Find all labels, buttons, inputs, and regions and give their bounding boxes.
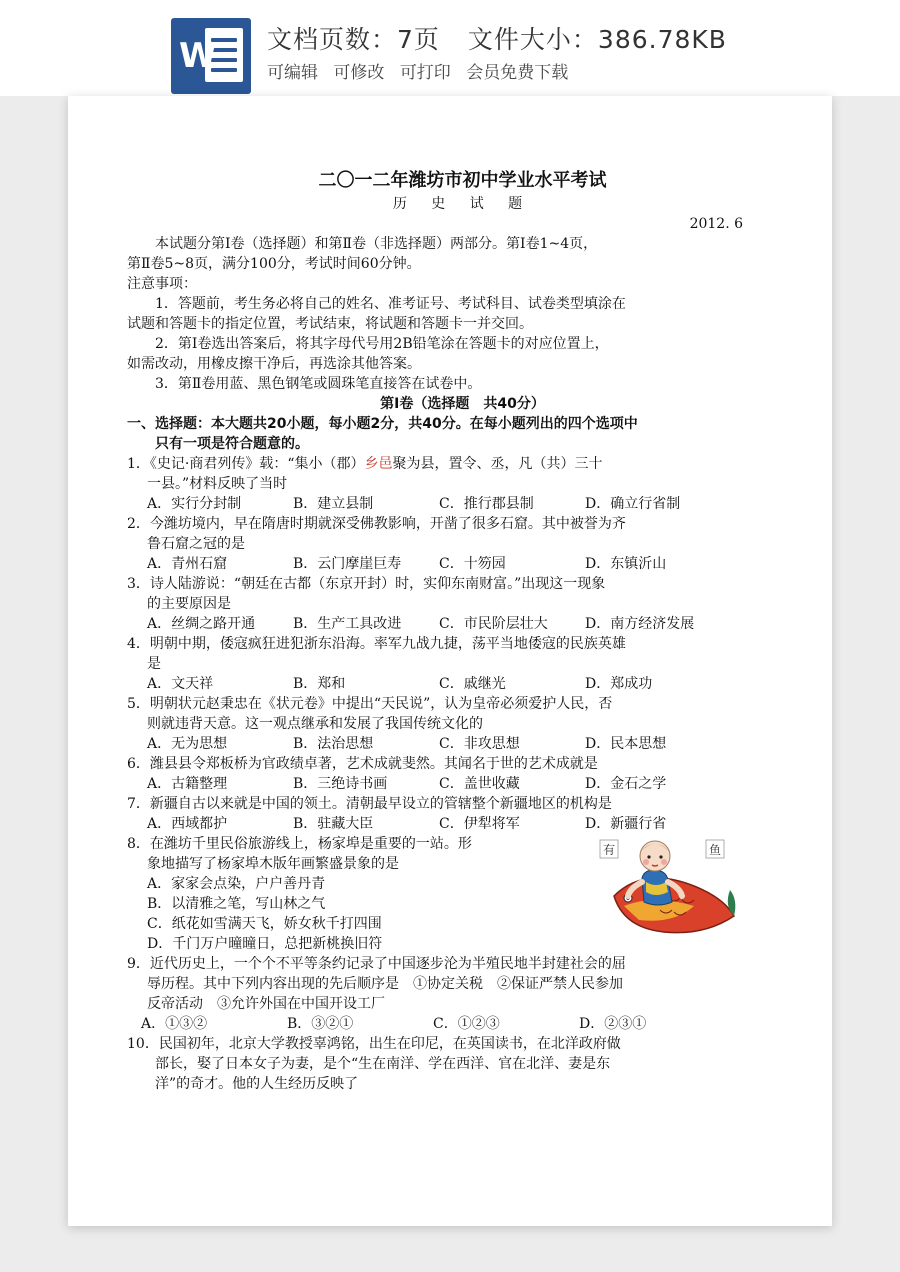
question-9-options: [127, 1014, 743, 1034]
question-2-options: [127, 554, 743, 574]
option-d: D．民本思想: [585, 736, 667, 752]
question-1-options: [127, 494, 743, 514]
exam-date: 2012. 6: [689, 216, 743, 232]
page-title: 二〇一二年潍坊市初中学业水平考试: [318, 170, 607, 191]
file-size: 文件大小：386.78KB: [467, 25, 727, 54]
option-c: C．①②③: [433, 1016, 500, 1032]
option-d: D．金石之学: [585, 776, 667, 792]
feature-printable: 可打印: [399, 63, 451, 83]
child-with-fish-illustration: [584, 836, 740, 948]
option-a: A．①③②: [141, 1016, 208, 1032]
notice-title: 注意事项：: [127, 276, 197, 292]
notice-1-line-2: 试题和答题卡的指定位置，考试结束，将试题和答题卡一并交回。: [127, 316, 533, 332]
notice-2-line-1: 2．第Ⅰ卷选出答案后，将其字母代号用2B铅笔涂在答题卡的对应位置上，: [155, 336, 609, 352]
option-d: D．南方经济发展: [585, 616, 695, 632]
option-a: A．文天祥: [147, 676, 214, 692]
question-3-options: [127, 614, 743, 634]
intro-line-2: 第Ⅱ卷5~8页，满分100分，考试时间60分钟。: [127, 256, 421, 272]
option-b: B．郑和: [293, 676, 346, 692]
option-b: B．③②①: [287, 1016, 354, 1032]
option-b: B．驻藏大臣: [293, 816, 374, 832]
option-c: C．十笏园: [439, 556, 506, 572]
option-b: B．生产工具改进: [293, 616, 402, 632]
question-5-line-1: 5．明朝状元赵秉忠在《状元卷》中提出“天民说”，认为皇帝必须爱护人民，否: [127, 696, 613, 712]
option-c: C．戚继光: [439, 676, 506, 692]
option-b: B．建立县制: [293, 496, 374, 512]
option-a: A．无为思想: [147, 736, 228, 752]
option-b: B．云门摩崖巨寿: [293, 556, 402, 572]
option-c: C．推行郡县制: [439, 496, 534, 512]
feature-editable: 可编辑: [267, 63, 318, 83]
question-4-line-1: 4．明朝中期，倭寇疯狂进犯浙东沿海。率军九战九捷，荡平当地倭寇的民族英雄: [127, 636, 626, 652]
option-a: A．古籍整理: [147, 776, 228, 792]
option-d: D．确立行省制: [585, 496, 681, 512]
option-d: D．东镇沂山: [585, 556, 667, 572]
page-count: 文档页数：7页: [267, 25, 440, 54]
question-8-line-2: 象地描写了杨家埠木版年画繁盛景象的是: [147, 856, 399, 872]
question-6-options: [127, 774, 743, 794]
option-d: D．②③①: [579, 1016, 647, 1032]
question-4-line-2: 是: [147, 656, 161, 672]
question-4-options: [127, 674, 743, 694]
option-a: A．实行分封制: [147, 496, 242, 512]
section-title: 第Ⅰ卷（选择题 共40分）: [380, 396, 545, 412]
painting-label-right: 鱼: [708, 843, 722, 857]
question-6-line-1: 6．潍县县令郑板桥为官政绩卓著，艺术成就斐然。其闻名于世的艺术成就是: [127, 756, 598, 772]
question-8-option-a: A．家家会点染，户户善丹青: [147, 876, 326, 892]
option-a: A．西域都护: [147, 816, 228, 832]
new-year-painting-image: [584, 836, 740, 948]
file-info: [267, 20, 727, 56]
question-7-line-1: 7．新疆自古以来就是中国的领土。清朝最早设立的管辖整个新疆地区的机构是: [127, 796, 612, 812]
feature-modifiable: 可修改: [333, 63, 385, 83]
question-2-line-1: 2．今潍坊境内，早在隋唐时期就深受佛教影响，开凿了很多石窟。其中被誉为齐: [127, 516, 626, 532]
notice-1-line-1: 1．答题前，考生务必将自己的姓名、准考证号、考试科目、试卷类型填涂在: [155, 296, 626, 312]
question-5-line-2: 则就违背天意。这一观点继承和发展了我国传统文化的: [147, 716, 483, 732]
question-8-option-b: B．以清雅之笔，写山林之气: [147, 896, 326, 912]
painting-label-left: 有: [602, 843, 616, 857]
option-b: B．三绝诗书画: [293, 776, 388, 792]
question-9-line-3: 反帝活动 ③允许外国在中国开设工厂: [147, 996, 385, 1012]
question-2-line-2: 鲁石窟之冠的是: [147, 536, 245, 552]
option-c: C．非攻思想: [439, 736, 520, 752]
option-a: A．青州石窟: [147, 556, 228, 572]
question-3-line-1: 3．诗人陆游说：“朝廷在古都（东京开封）时，实仰东南财富。”出现这一现象: [127, 576, 606, 592]
part-title-line-2: 只有一项是符合题意的。: [155, 436, 309, 452]
question-8-option-d: D．千门万户曈曈日，总把新桃换旧符: [147, 936, 383, 952]
document-content: [127, 168, 743, 1094]
question-5-options: [127, 734, 743, 754]
option-c: C．盖世收藏: [439, 776, 520, 792]
part-title-line-1: 一、选择题：本大题共20小题，每小题2分，共40分。在每小题列出的四个选项中: [127, 416, 638, 432]
feature-list: [267, 58, 578, 83]
question-8-line-1: 8．在潍坊千里民俗旅游线上，杨家埠是重要的一站。形: [127, 836, 472, 852]
option-c: C．市民阶层壮大: [439, 616, 548, 632]
question-9-line-2: 辱历程。其中下列内容出现的先后顺序是 ①协定关税 ②保证严禁人民参加: [147, 976, 623, 992]
question-1-line-2: 一县。”材料反映了当时: [147, 476, 288, 492]
notice-3: 3．第Ⅱ卷用蓝、黑色钢笔或圆珠笔直接答在试卷中。: [155, 376, 482, 392]
option-b: B．法治思想: [293, 736, 374, 752]
download-banner: [0, 0, 900, 96]
word-document-icon: W: [171, 18, 251, 94]
question-10-line-2: 部长，娶了日本女子为妻，是个“生在南洋、学在西洋、官在北洋、妻是东: [155, 1056, 611, 1072]
option-c: C．伊犁将军: [439, 816, 520, 832]
feature-free-download: 会员免费下载: [466, 63, 569, 83]
highlight-text: 乡邑: [364, 456, 393, 472]
question-10-line-1: 10．民国初年，北京大学教授辜鸿铭，出生在印尼，在英国读书，在北洋政府做: [127, 1036, 621, 1052]
option-a: A．丝绸之路开通: [147, 616, 256, 632]
question-8-option-c: C．纸花如雪满天飞，娇女秋千打四围: [147, 916, 382, 932]
question-7-options: [127, 814, 743, 834]
notice-2-line-2: 如需改动，用橡皮擦干净后，再选涂其他答案。: [127, 356, 421, 372]
page-subtitle: 历 史 试 题: [392, 196, 533, 212]
question-1-line-1: 1．《史记·商君列传》载：“集小（郡）乡邑聚为县，置令、丞，凡（共）三十: [127, 456, 603, 472]
option-d: D．郑成功: [585, 676, 653, 692]
option-d: D．新疆行省: [585, 816, 667, 832]
question-3-line-2: 的主要原因是: [147, 596, 231, 612]
question-10-line-3: 洋”的奇才。他的人生经历反映了: [155, 1076, 359, 1092]
question-9-line-1: 9．近代历史上，一个个不平等条约记录了中国逐步沦为半殖民地半封建社会的屈: [127, 956, 626, 972]
intro-line-1: 本试题分第Ⅰ卷（选择题）和第Ⅱ卷（非选择题）两部分。第Ⅰ卷1~4页，: [155, 236, 598, 252]
